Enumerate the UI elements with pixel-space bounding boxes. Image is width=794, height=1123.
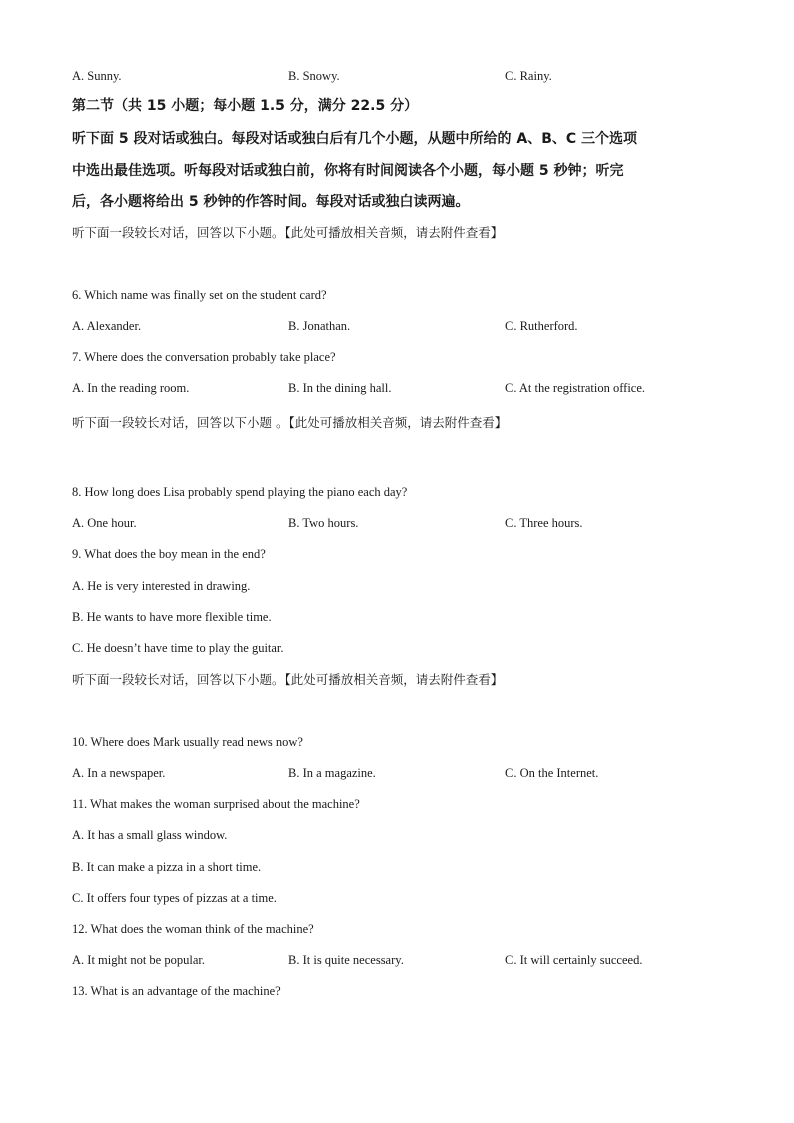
q7-stem: 7. Where does the conversation probably take place? xyxy=(72,350,336,364)
audio-prompt-1: 听下面一段较长对话，回答以下小题。【此处可播放相关音频，请去附件查看】 xyxy=(72,225,504,240)
q8-option-a: A. One hour. xyxy=(72,516,137,530)
audio-prompt-2: 听下面一段较长对话，回答以下小题 。【此处可播放相关音频，请去附件查看】 xyxy=(72,415,508,430)
q8-option-c: C. Three hours. xyxy=(505,516,583,530)
section2-instruction-line-1: 听下面 5 段对话或独白。每段对话或独白后有几个小题，从题中所给的 A、B、C 三个选项 xyxy=(72,131,638,147)
q12-option-a: A. It might not be popular. xyxy=(72,953,205,967)
q9-option-b: B. He wants to have more flexible time. xyxy=(72,610,272,624)
q5-option-a: A. Sunny. xyxy=(72,69,122,83)
section2-heading: 第二节（共 15 小题；每小题 1.5 分，满分 22.5 分） xyxy=(72,98,419,114)
section2-instruction-line-3: 后，各小题将给出 5 秒钟的作答时间。每段对话或独白读两遍。 xyxy=(72,194,470,210)
q10-option-c: C. On the Internet. xyxy=(505,766,599,780)
q12-stem: 12. What does the woman think of the machine? xyxy=(72,922,314,936)
q9-option-a: A. He is very interested in drawing. xyxy=(72,579,251,593)
q11-stem: 11. What makes the woman surprised about the machine? xyxy=(72,797,360,811)
q11-option-a: A. It has a small glass window. xyxy=(72,828,228,842)
q9-option-c: C. He doesn’t have time to play the guitar. xyxy=(72,641,284,655)
q6-stem: 6. Which name was finally set on the student card? xyxy=(72,288,327,302)
q10-stem: 10. Where does Mark usually read news now? xyxy=(72,735,303,749)
q13-stem: 13. What is an advantage of the machine? xyxy=(72,984,281,998)
section2-instruction-line-2: 中选出最佳选项。听每段对话或独白前，你将有时间阅读各个小题，每小题 5 秒钟；听完 xyxy=(72,163,624,179)
q7-option-c: C. At the registration office. xyxy=(505,381,646,395)
q6-option-c: C. Rutherford. xyxy=(505,319,578,333)
q11-option-b: B. It can make a pizza in a short time. xyxy=(72,860,262,874)
q9-stem: 9. What does the boy mean in the end? xyxy=(72,547,266,561)
q12-option-b: B. It is quite necessary. xyxy=(288,953,404,967)
q6-option-b: B. Jonathan. xyxy=(288,319,351,333)
q11-option-c: C. It offers four types of pizzas at a time. xyxy=(72,891,277,905)
audio-prompt-3: 听下面一段较长对话，回答以下小题。【此处可播放相关音频，请去附件查看】 xyxy=(72,672,504,687)
q12-option-c: C. It will certainly succeed. xyxy=(505,953,643,967)
q6-option-a: A. Alexander. xyxy=(72,319,142,333)
q5-option-c: C. Rainy. xyxy=(505,69,552,83)
q8-stem: 8. How long does Lisa probably spend playing the piano each day? xyxy=(72,485,408,499)
q5-option-b: B. Snowy. xyxy=(288,69,340,83)
q10-option-a: A. In a newspaper. xyxy=(72,766,166,780)
q10-option-b: B. In a magazine. xyxy=(288,766,376,780)
q8-option-b: B. Two hours. xyxy=(288,516,359,530)
q7-option-a: A. In the reading room. xyxy=(72,381,190,395)
q7-option-b: B. In the dining hall. xyxy=(288,381,392,395)
